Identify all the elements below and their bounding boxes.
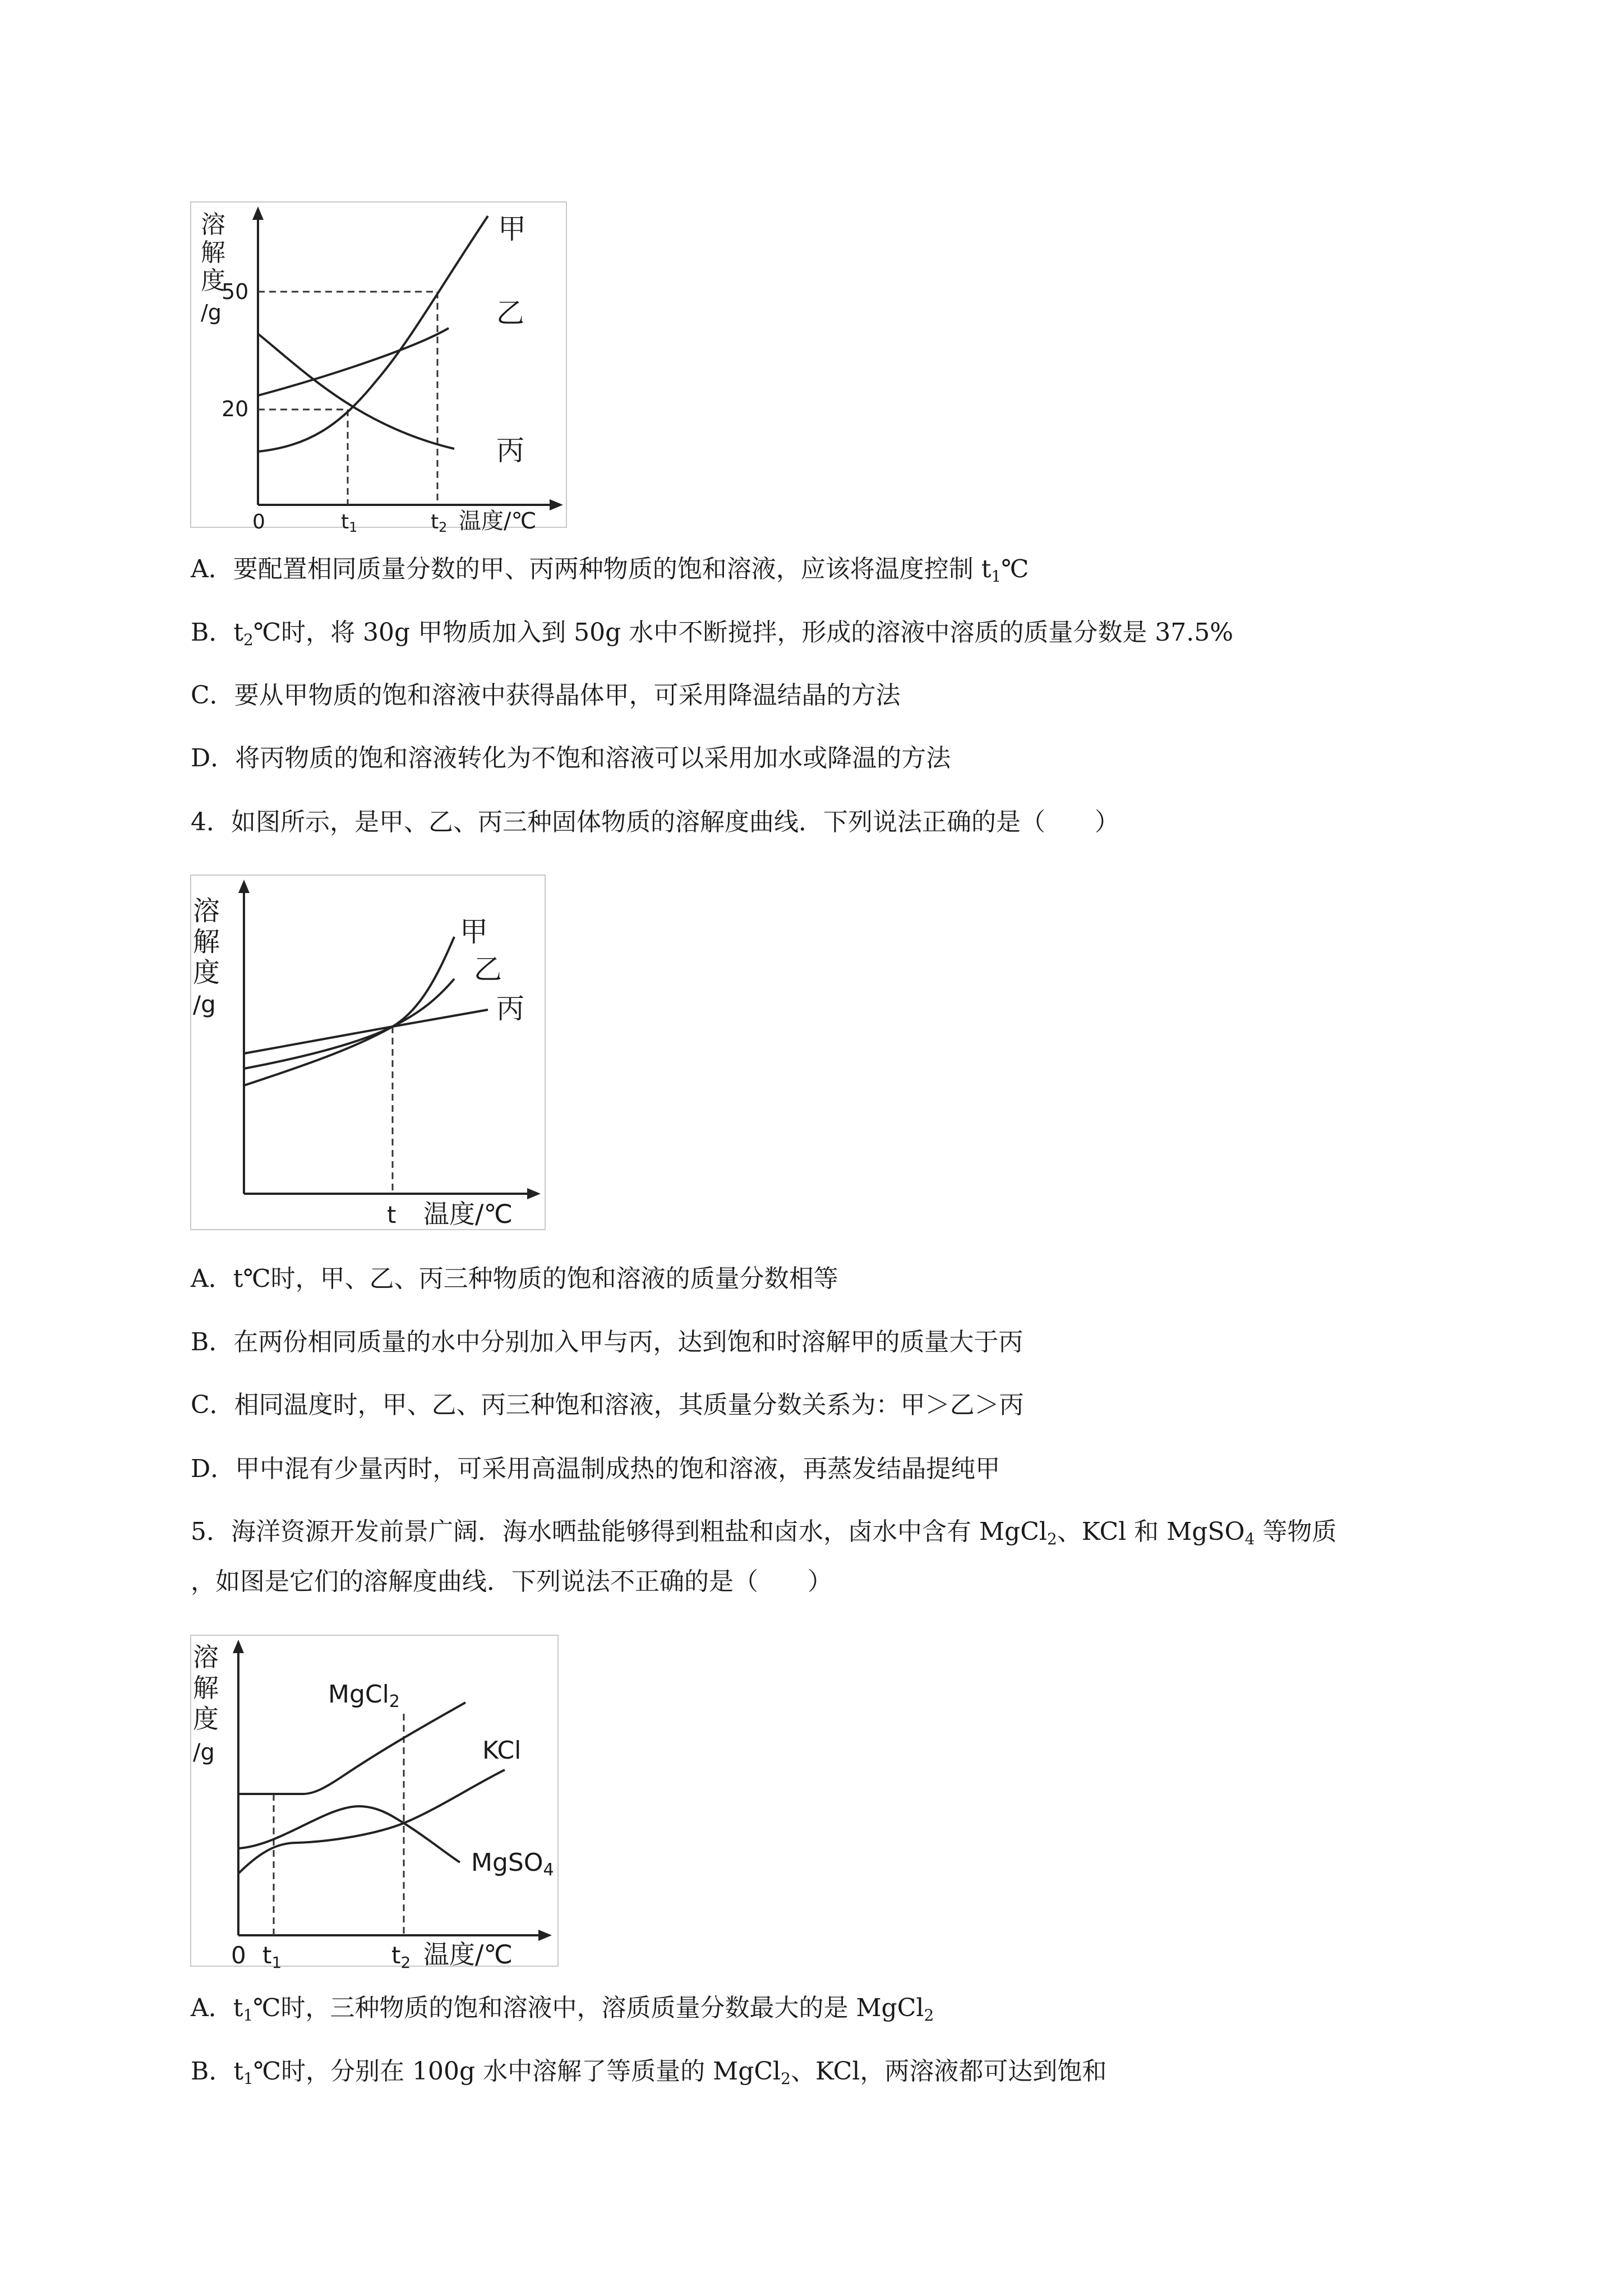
chart3-label-mgso4: MgSO4 <box>471 1848 554 1880</box>
chart2-y-arrow <box>238 880 250 893</box>
chart1-xlabel: 温度/℃ <box>459 508 537 534</box>
chart1-x-arrow <box>550 499 563 510</box>
q5-option-b: B．$t_1℃$时，分别在 100g 水中溶解了等质量的 MgCl$_2$、KCl，两溶液都可达到饱和 <box>191 2057 1107 2088</box>
chart1-label-yi: 乙 <box>496 297 524 329</box>
q4-option-d: D．甲中混有少量丙时，可采用高温制成热的饱和溶液，再蒸发结晶提纯甲 <box>191 1455 1000 1483</box>
chart3-curve-mgso4 <box>238 1806 460 1862</box>
chart3-ylabel-4: /g <box>193 1740 215 1765</box>
chart2-xtick-t: t <box>387 1201 396 1228</box>
chart1-label-jia: 甲 <box>498 213 526 245</box>
chart1-curve-bing <box>258 334 454 449</box>
chart2-xlabel: 温度/℃ <box>423 1199 513 1229</box>
q5-option-a: A．$t_1℃$时，三种物质的饱和溶液中，溶质质量分数最大的是 MgCl$_2$ <box>191 1994 934 2024</box>
chart3-x-arrow <box>538 1930 552 1941</box>
q3-option-b: B．$t_2℃$时，将 30g 甲物质加入到 50g 水中不断搅拌，形成的溶液中溶质的质量分数是 37.5% <box>191 618 1234 649</box>
chart2-ylabel-2: 解 <box>193 926 220 958</box>
chart1-ytick-20: 20 <box>222 397 249 421</box>
chart2-ylabel-4: /g <box>193 991 216 1018</box>
chart1-frame <box>191 202 566 527</box>
chart1-ytick-50: 50 <box>222 279 249 304</box>
chart2-ylabel-3: 度 <box>193 957 220 988</box>
chart3-ylabel-2: 解 <box>193 1673 219 1703</box>
chart3-y-arrow <box>233 1640 244 1653</box>
chart2-label-yi: 乙 <box>474 953 502 986</box>
chart3-label-kcl: KCl <box>482 1736 522 1765</box>
chart1-xtick-t1: t1 <box>341 510 358 535</box>
chart3-xtick-t2: t2 <box>391 1941 411 1972</box>
chart2-label-bing: 丙 <box>496 992 524 1025</box>
q3-option-c: C．要从甲物质的饱和溶液中获得晶体甲，可采用降温结晶的方法 <box>191 681 901 710</box>
solubility-chart-2 <box>191 875 550 1234</box>
chart3-xlabel: 温度/℃ <box>423 1939 513 1970</box>
chart3-curve-mgcl2 <box>238 1703 465 1794</box>
chart1-ylabel-2: 解 <box>201 238 225 267</box>
chart1-xtick-t2: t2 <box>431 510 448 535</box>
q5-stem-line-2: ，如图是它们的溶解度曲线．下列说法不正确的是（ ） <box>191 1567 832 1596</box>
chart1-y-arrow <box>252 206 264 220</box>
q5-stem-line-1: 5．海洋资源开发前景广阔．海水晒盐能够得到粗盐和卤水，卤水中含有 MgCl$_2$、KCl 和 MgSO$_4$ 等物质 <box>191 1517 1337 1548</box>
chart2-x-arrow <box>527 1188 541 1199</box>
chart1-label-bing: 丙 <box>496 434 524 467</box>
q3-option-d: D．将丙物质的饱和溶液转化为不饱和溶液可以采用加水或降温的方法 <box>191 744 951 772</box>
chart2-ylabel-1: 溶 <box>193 895 220 927</box>
q4-stem: 4．如图所示，是甲、乙、丙三种固体物质的溶解度曲线．下列说法正确的是（ ） <box>191 808 1119 836</box>
chart3-xtick-0: 0 <box>231 1941 246 1969</box>
chart2-curve-yi <box>244 979 454 1069</box>
solubility-chart-3 <box>191 1635 561 1972</box>
chart3-ylabel-1: 溶 <box>193 1642 219 1672</box>
q3-option-a: A．要配置相同质量分数的甲、丙两种物质的饱和溶液，应该将温度控制 $t_1℃$ <box>191 555 1029 586</box>
chart1-ylabel-3: 度 <box>201 266 225 295</box>
chart3-xtick-t1: t1 <box>262 1941 282 1972</box>
q4-option-a: A．t℃时，甲、乙、丙三种物质的饱和溶液的质量分数相等 <box>191 1264 838 1293</box>
chart3-label-mgcl2: MgCl2 <box>328 1680 400 1711</box>
solubility-chart-1 <box>191 202 572 533</box>
chart2-label-jia: 甲 <box>460 915 488 948</box>
chart3-ylabel-3: 度 <box>193 1704 219 1734</box>
chart1-ylabel-1: 溶 <box>201 210 225 239</box>
chart1-ylabel-4: /g <box>201 300 222 325</box>
chart1-curve-yi <box>258 328 449 395</box>
chart1-curve-jia <box>258 216 488 452</box>
chart1-xtick-0: 0 <box>252 510 265 533</box>
chart1-guide-50 <box>258 292 437 505</box>
q4-option-b: B．在两份相同质量的水中分别加入甲与丙，达到饱和时溶解甲的质量大于丙 <box>191 1328 1023 1356</box>
chart2-curve-bing <box>244 1010 488 1053</box>
q4-option-c: C．相同温度时，甲、乙、丙三种饱和溶液，其质量分数关系为：甲＞乙＞丙 <box>191 1391 1024 1419</box>
chart3-curve-kcl <box>238 1770 505 1874</box>
